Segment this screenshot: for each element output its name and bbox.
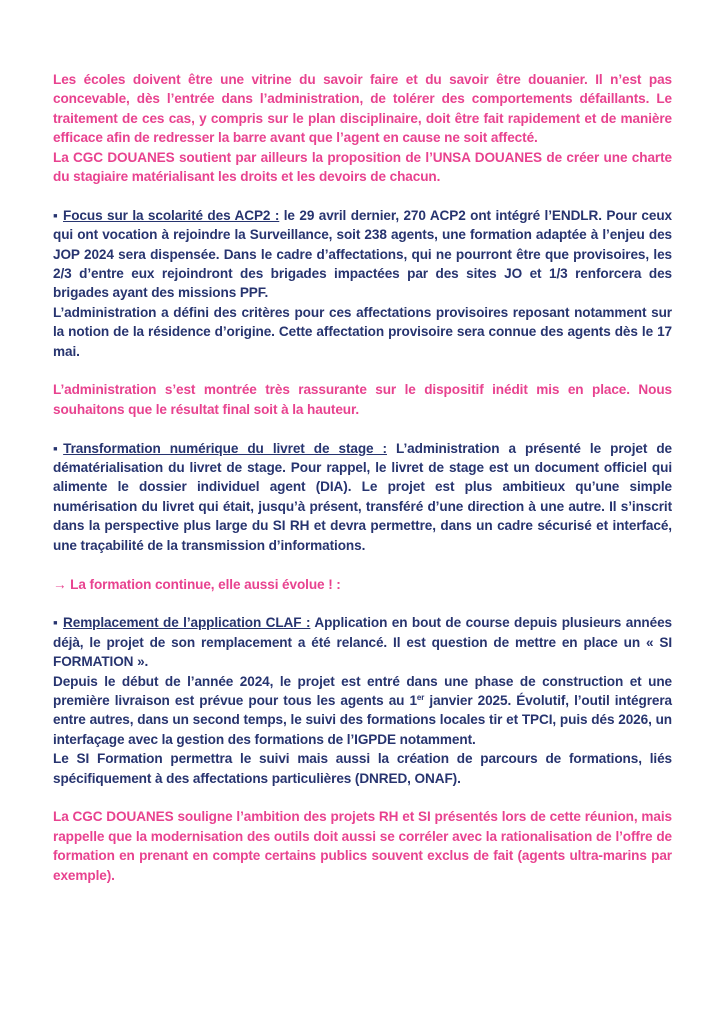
paragraph-acp2-focus xyxy=(53,206,672,303)
paragraph-text: Depuis le début de l’année 2024, le projet est entré dans une phase de construction et une première livraison est prévue pour tous les agents au 1 xyxy=(53,673,672,708)
paragraph-charter: La CGC DOUANES soutient par ailleurs la proposition de l’UNSA DOUANES de créer une charte du stagiaire matérialisant les droits et les devoirs de chacun. xyxy=(53,149,672,185)
superscript: er xyxy=(416,692,425,702)
paragraph-si-formation: Le SI Formation permettra le suivi mais aussi la création de parcours de formations, liés spécifiquement à des affectations particulières (DNRED, ONAF). xyxy=(53,751,672,786)
section-title-acp2: Focus sur la scolarité des ACP2 : xyxy=(63,207,280,223)
bullet-icon: ▪ xyxy=(53,207,63,223)
paragraph-claf-replacement xyxy=(53,613,672,671)
spacer xyxy=(53,419,672,438)
section-title-logbook: Transformation numérique du livret de stage : xyxy=(63,440,387,456)
paragraph-conclusion: La CGC DOUANES souligne l’ambition des projets RH et SI présentés lors de cette réunion, mais rappelle que la modernisation des outils doit aussi se corréler avec la rationalisation de l’offre de formation en prenant en compte certains publics souvent exclus de fait (agents ultra-marins par exemple). xyxy=(53,809,672,883)
spacer xyxy=(53,555,672,574)
paragraph-reassurance: L’administration s’est montrée très rassurante sur le dispositif inédit mis en place. Nous souhaitons que le résultat final soit à la hauteur. xyxy=(53,382,672,417)
bullet-icon: ▪ xyxy=(53,440,64,456)
paragraph-timeline xyxy=(53,672,672,750)
paragraph-text: janvier 2025. Évolutif, l’outil intégrera entre autres, dans un second temps, le suivi des formations locales tir et TPCI, puis dés 2026, un interfaçage avec la gestion des formations de l’IGPDE notamment. xyxy=(53,692,672,747)
paragraph-text: le 29 avril dernier, 270 ACP2 ont intégré l’ENDLR. Pour ceux qui ont vocation à rejoindre la Surveillance, soit 238 agents, une formation adaptée à l’enjeu des JOP 2024 sera dispensée. Dans le cadre d’affectations, qui ne pourront être que provisoires, les 2/3 d’entre eux rejoindront des brigades impactées par des sites JO et 1/3 renforcera des brigades ayant des missions PPF. xyxy=(53,207,672,301)
paragraph-schools: Les écoles doivent être une vitrine du savoir faire et du savoir être douanier. Il n’est pas concevable, dès l’entrée dans l’administration, de tolérer des comportements défaillants. Le traitement de ces cas, y compris sur le plan disciplinaire, doit être fait rapidement et de manière efficace afin de redresser la barre avant que l’agent en cause ne soit affecté. xyxy=(53,72,672,146)
paragraph-text: L’administration a présenté le projet de dématérialisation du livret de stage. Pour rappel, le livret de stage est un document officiel qui alimente le dossier individuel agent (DIA). Le projet est plus ambitieux qu’une simple numérisation du livret qui était, jusqu’à présent, transféré d’une direction à une autre. Il s’inscrit dans la perspective plus large du SI RH et devra permettre, dans un cadre sécurisé et interfacé, une traçabilité de la transmission d’informations. xyxy=(53,440,672,553)
paragraph-criteria: L’administration a défini des critères pour ces affectations provisoires reposant notamment sur la notion de la résidence d’origine. Cette affectation provisoire sera connue des agents dès le 17 mai. xyxy=(53,304,672,359)
spacer xyxy=(53,361,672,380)
paragraph-digital-logbook xyxy=(53,439,672,555)
spacer xyxy=(53,594,672,613)
section-title-claf: Remplacement de l’application CLAF : xyxy=(63,615,311,631)
bullet-icon: ▪ xyxy=(53,615,64,631)
spacer xyxy=(53,186,672,205)
spacer xyxy=(53,788,672,807)
paragraph-text: Application en bout de course depuis plusieurs années déjà, le projet de son remplacement a été relancé. Il est question de mettre en place un « SI FORMATION ». xyxy=(53,615,672,670)
section-heading-continuing-training: → La formation continue, elle aussi évolue ! : xyxy=(53,576,341,592)
